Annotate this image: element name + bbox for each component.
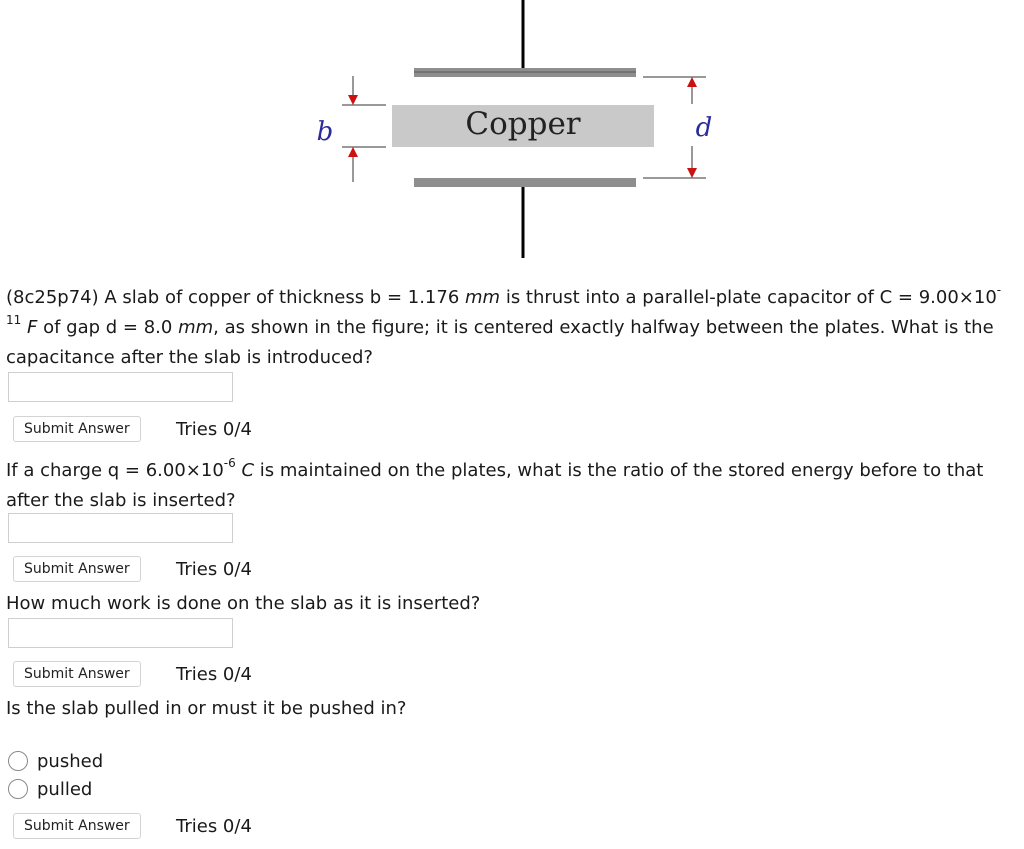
- bottom-plate: [414, 178, 636, 187]
- radio-button-pushed[interactable]: [8, 751, 28, 771]
- option-label-pushed: pushed: [37, 750, 104, 772]
- unit-mm: mm: [465, 287, 501, 308]
- question-4-text: Is the slab pulled in or must it be pushed in?: [6, 698, 407, 719]
- problem-id: (8c25p74): [6, 287, 99, 308]
- q2-text-part: is maintained on the plates, what is the ratio of the stored energy before to that after the slab is inserted?: [6, 460, 984, 511]
- tries-counter-3: Tries 0/4: [176, 664, 252, 685]
- copper-label: Copper: [465, 106, 581, 142]
- question-3-text: How much work is done on the slab as it is inserted?: [6, 593, 481, 614]
- b-arrow-bottom-head: [348, 147, 358, 157]
- q1-text-part: A slab of copper of thickness b = 1.176: [98, 287, 466, 308]
- submit-answer-button-1[interactable]: Submit Answer: [13, 416, 141, 442]
- submit-answer-button-2[interactable]: Submit Answer: [13, 556, 141, 582]
- exponent: -11: [6, 283, 1002, 327]
- question-2-text: [6, 456, 1016, 516]
- answer-input-1[interactable]: [8, 372, 233, 402]
- unit-farad: F: [27, 317, 38, 338]
- capacitor-figure: [300, 0, 720, 262]
- submit-answer-button-3[interactable]: Submit Answer: [13, 661, 141, 687]
- tries-counter-4: Tries 0/4: [176, 816, 252, 837]
- answer-input-3[interactable]: [8, 618, 233, 648]
- b-label: b: [316, 117, 334, 147]
- question-1-text: [6, 283, 1016, 373]
- d-label: d: [695, 113, 713, 143]
- d-arrow-top-head: [687, 77, 697, 87]
- exponent: -6: [223, 456, 236, 470]
- option-pulled[interactable]: [8, 776, 92, 802]
- option-pushed[interactable]: [8, 748, 103, 774]
- option-label-pulled: pulled: [37, 778, 93, 800]
- d-arrow-bottom-head: [687, 168, 697, 178]
- unit-mm: mm: [178, 317, 214, 338]
- unit-coulomb: C: [241, 460, 255, 481]
- q2-text-part: If a charge q = 6.00×10: [6, 460, 224, 481]
- tries-counter-1: Tries 0/4: [176, 419, 252, 440]
- q1-text-part: , as shown in the figure; it is centered exactly halfway between the plates. What is the capacitance after the slab is introduced?: [6, 317, 994, 368]
- q1-text-part: is thrust into a parallel-plate capacitor of C = 9.00×10: [500, 287, 997, 308]
- q1-text-part: of gap d = 8.0: [37, 317, 179, 338]
- tries-counter-2: Tries 0/4: [176, 559, 252, 580]
- submit-answer-button-4[interactable]: Submit Answer: [13, 813, 141, 839]
- b-arrow-top-head: [348, 95, 358, 105]
- answer-input-2[interactable]: [8, 513, 233, 543]
- radio-button-pulled[interactable]: [8, 779, 28, 799]
